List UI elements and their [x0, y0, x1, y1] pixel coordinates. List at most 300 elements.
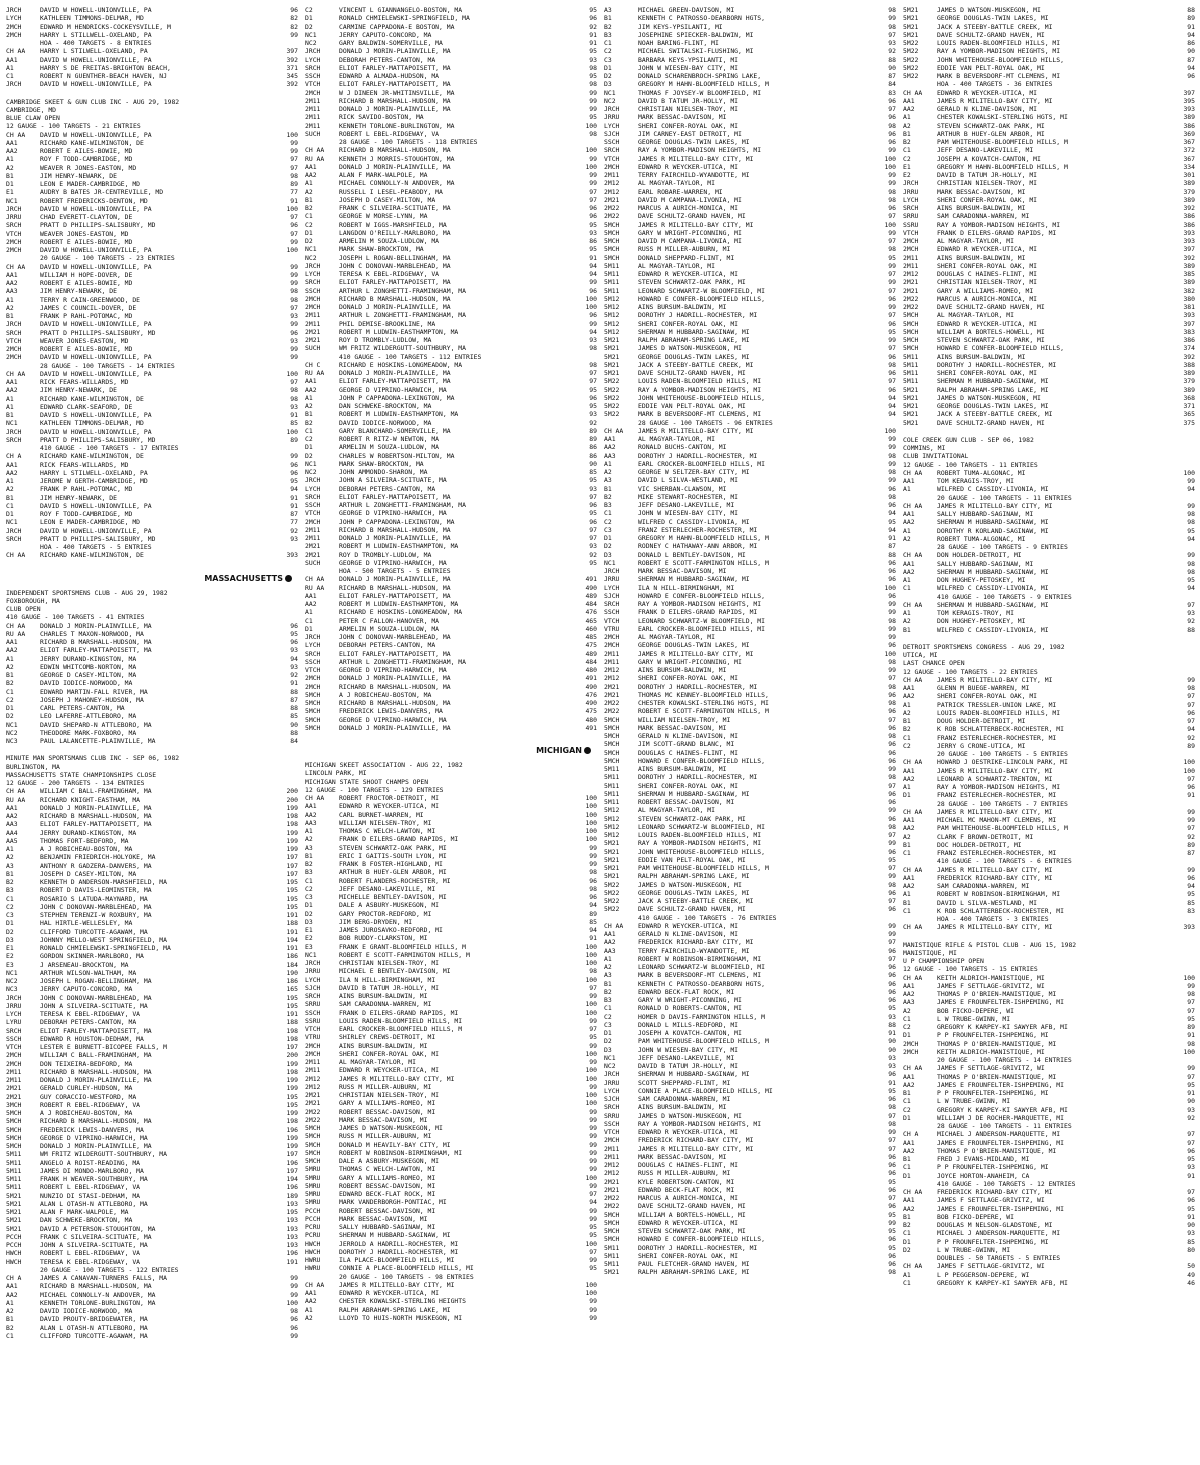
class-code: D2	[604, 72, 612, 80]
score: 93	[589, 55, 597, 64]
score: 77	[290, 518, 298, 527]
result-row	[604, 600, 896, 608]
result-row	[6, 671, 298, 679]
result-row	[903, 576, 1195, 584]
class-code: PCRU	[305, 1231, 321, 1240]
shooter-name: DAVID PROUTY-BRIDGEWATER, MA	[40, 1315, 148, 1324]
class-code: 5MCH	[604, 245, 620, 254]
class-code: CH AA	[903, 865, 923, 874]
score: 193	[286, 1216, 298, 1225]
score: 94	[589, 926, 597, 934]
shooter-name: CONNIE A PLACE-BLOOMFIELD HILLS, MI	[339, 1264, 474, 1273]
score: 490	[585, 682, 597, 691]
shooter-name: 410 GAUGE - 100 TARGETS - 12 ENTRIES	[937, 1179, 1076, 1188]
score: 91	[888, 534, 896, 542]
class-code: AA2	[305, 385, 317, 394]
shooter-name: HARRY L STILLWELL-OXELAND, PA	[40, 30, 152, 39]
score: 96	[888, 723, 896, 732]
result-row	[604, 229, 896, 237]
result-row	[305, 155, 597, 163]
shooter-name: DEBORAH PETERS-CANTON, MA	[339, 484, 436, 493]
result-row	[6, 1282, 298, 1290]
result-row	[604, 361, 896, 369]
result-row	[305, 336, 597, 344]
result-row	[604, 831, 896, 839]
class-code: AA1	[903, 96, 915, 105]
class-code: C1	[6, 72, 14, 80]
score: 97	[589, 492, 597, 501]
shooter-name: DAVE SCHULTZ-GRAND HAVEN, MI	[937, 303, 1045, 311]
shooter-name: THOMAS FORT-BEDFORD, MA	[40, 836, 129, 845]
result-row	[6, 14, 298, 22]
score: 89	[290, 180, 298, 188]
result-row	[305, 188, 597, 196]
class-code: 2M11	[305, 534, 321, 542]
score: 191	[286, 927, 298, 936]
shooter-name: AL MAGYAR-TAYLOR, MI	[638, 435, 715, 443]
score: 100	[585, 303, 597, 311]
result-row	[604, 757, 896, 765]
shooter-name: MARK BESSAC-DAVISON, MI	[937, 187, 1026, 196]
class-code: 2MCH	[604, 633, 620, 641]
class-code: 2M21	[305, 327, 321, 336]
shooter-name: EARL ROBARE-WARREN, MI	[638, 187, 723, 196]
score: 96	[589, 311, 597, 320]
shooter-name: GARY PROCTOR-REDFORD, MI	[339, 909, 432, 918]
score: 96	[888, 979, 896, 988]
result-row	[903, 419, 1195, 427]
score: 96	[290, 6, 298, 14]
result-row	[604, 1219, 896, 1227]
score: 99	[290, 279, 298, 287]
score: 199	[286, 1142, 298, 1150]
class-code: C3	[604, 1020, 612, 1029]
score: 88	[888, 55, 896, 64]
score: 91	[290, 679, 298, 688]
shooter-name: GREGORY M HAHN-BLOOMFIELD HILLS, M	[638, 80, 769, 89]
class-code: C1	[903, 146, 911, 155]
shooter-name: EDWARD BECK-FLAT ROCK, MI	[339, 1190, 436, 1198]
shooter-name: HOMER D DAVIS-FARMINGTON HILLS, M	[638, 1012, 765, 1021]
class-code: NC1	[305, 245, 317, 254]
shooter-name: BOB FICKO-DEPERE, WI	[937, 1006, 1014, 1015]
class-code: B1	[305, 410, 313, 419]
score: 190	[286, 968, 298, 977]
class-code: A2	[903, 121, 911, 130]
score: 99	[888, 1128, 896, 1136]
shooter-name: HAL HIRTLE-WELLESLEY, MA	[40, 919, 133, 928]
score: 94	[290, 654, 298, 663]
shooter-name: FREDERICK RICHARD-BAY CITY, MI	[937, 873, 1053, 882]
shooter-name: ROBERT FREDERICKS-DENTON, MD	[40, 196, 148, 205]
score: 93	[290, 336, 298, 345]
shooter-name: GARY W WRIGHT-PICONNING, MI	[638, 228, 742, 237]
class-code: D1	[305, 901, 313, 910]
score: 90	[1187, 47, 1195, 56]
score: 194	[286, 1175, 298, 1183]
class-code: C1	[305, 426, 313, 435]
shooter-name: ROBERT E SCOTT-FARMINGTON HILLS, M	[339, 950, 470, 959]
score: 97	[888, 1144, 896, 1153]
class-code: CH AA	[903, 675, 923, 684]
result-row	[305, 254, 597, 262]
result-row	[604, 303, 896, 311]
event-info: COMMINS, MI	[903, 444, 946, 452]
score: 197	[286, 861, 298, 870]
result-row	[6, 655, 298, 663]
result-row	[604, 782, 896, 790]
score: 96	[888, 591, 896, 600]
score: 199	[286, 1059, 298, 1068]
score: 98	[589, 63, 597, 72]
result-row	[903, 1163, 1195, 1171]
shooter-name: PAUL LALANCETTE-PLAINVILLE, MA	[40, 737, 156, 745]
class-code: VTCH	[604, 1128, 620, 1136]
score: 93	[290, 662, 298, 671]
result-row	[305, 6, 597, 14]
shooter-name: GARY A WILLIAMS-ROMEO, MI	[339, 1099, 436, 1108]
event-info: 12 GAUGE - 100 TARGETS - 15 ENTRIES	[903, 965, 1038, 974]
shooter-name: LESTER E BURNETT-BICOPEE FALLS, M	[40, 1043, 167, 1051]
class-code: AA2	[6, 147, 18, 155]
result-row	[305, 835, 597, 843]
result-row	[6, 812, 298, 820]
shooter-name: JEROME W GERTH-CAMBRIDGE, MD	[40, 477, 148, 485]
shooter-name: RUSSELL I LESEL-PEABODY, MA	[339, 187, 443, 196]
class-code: 5M11	[604, 286, 620, 295]
score: 85	[290, 712, 298, 721]
shooter-name: AINS BURSUM-BALDWIN, MI	[339, 1041, 428, 1050]
class-code: NC2	[305, 468, 317, 476]
class-code: CH A	[6, 1274, 22, 1282]
shooter-name: ROBERT M LUDWIN-EASTHAMPTON, MA	[339, 600, 459, 608]
score: 99	[589, 1041, 597, 1050]
result-row	[604, 221, 896, 229]
score: 95	[589, 1264, 597, 1273]
shooter-name: ELIOT FARLEY-MATTAPOISETT, MA	[40, 1026, 152, 1035]
class-code: SJCH	[604, 129, 620, 138]
class-code: 5M21	[604, 855, 620, 864]
score: 95	[888, 327, 896, 336]
shooter-name: JOHN W WIESEN-BAY CITY, MI	[638, 509, 739, 518]
shooter-name: CHRISTIAN NIELSEN-TROY, MI	[937, 278, 1038, 287]
class-code: 2M22	[903, 303, 919, 311]
class-code: NC1	[604, 558, 616, 567]
score: 100	[585, 146, 597, 155]
results-section	[305, 6, 597, 732]
result-row	[305, 1165, 597, 1173]
result-row	[305, 1256, 597, 1264]
shooter-name: GERALD CURLEY-HUDSON, MA	[40, 1084, 133, 1093]
result-row	[604, 237, 896, 245]
shooter-name: JERRY DURAND-KINGSTON, MA	[40, 828, 137, 837]
class-code: 5M22	[604, 385, 620, 394]
class-code: 5M11	[604, 1243, 620, 1252]
shooter-name: WEAVER JONES-EASTON, MD	[40, 229, 129, 238]
result-row	[6, 246, 298, 254]
score: 95	[1187, 576, 1195, 584]
result-row	[305, 802, 597, 810]
shooter-name: A J ROBICHEAU-BOSTON, MA	[40, 1109, 133, 1117]
score: 199	[286, 803, 298, 812]
class-code: CH AA	[903, 1262, 923, 1271]
result-row	[903, 361, 1195, 369]
result-row	[903, 130, 1195, 138]
class-code: SRCH	[604, 1103, 620, 1112]
score: 84	[888, 80, 896, 89]
shooter-name: LEO LAFERRE-ATTLEBORO, MA	[40, 712, 137, 721]
class-code: VTCH	[903, 228, 919, 237]
score: 97	[1187, 700, 1195, 709]
score: 94	[1187, 584, 1195, 593]
score: 186	[286, 952, 298, 961]
result-row	[604, 270, 896, 278]
shooter-name: ARTHUR L ZONGHETTI-FRAMINGHAM, MA	[339, 657, 466, 666]
result-row	[903, 725, 1195, 733]
result-row	[903, 1073, 1195, 1081]
class-code: CH AA	[903, 600, 923, 609]
result-row	[604, 922, 896, 930]
result-row	[6, 729, 298, 737]
class-code: C2	[305, 884, 313, 893]
class-code: CH AA	[903, 468, 923, 477]
state-heading	[305, 741, 597, 761]
class-code: D3	[6, 935, 14, 944]
result-row	[6, 696, 298, 704]
shooter-name: GREGORY K KARPEY-KI SAWYER AFB, MI	[937, 1105, 1068, 1114]
class-code: B1	[903, 1155, 911, 1163]
shooter-name: WM FRITZ WILDERGUTT-SOUTHBURY, MA	[40, 1150, 167, 1159]
class-code: A1	[604, 459, 612, 468]
result-row	[305, 584, 597, 592]
class-code: SRCH	[305, 63, 321, 72]
class-code: D1	[903, 1171, 911, 1180]
score: 197	[286, 1166, 298, 1175]
result-row	[305, 295, 597, 303]
event-info: UTICA, MI	[903, 651, 938, 659]
shooter-name: LANGDON O'REILLY-MARLBORO, MA	[339, 228, 451, 237]
class-code: C3	[305, 893, 313, 901]
score: 91	[290, 411, 298, 419]
score: 90	[888, 1037, 896, 1046]
class-code: JRCH	[6, 80, 22, 89]
result-row	[6, 638, 298, 646]
result-row	[305, 229, 597, 237]
result-row	[6, 862, 298, 870]
class-code: 2M12	[604, 1161, 620, 1169]
class-code: 5M22	[604, 897, 620, 905]
class-code: JRCH	[604, 567, 620, 575]
shooter-name: RALPH ABRAHAM-SPRING LAKE, MI	[638, 336, 750, 344]
score: 86	[589, 237, 597, 245]
score: 99	[290, 452, 298, 461]
score: 98	[589, 868, 597, 877]
result-row	[604, 1136, 896, 1144]
shooter-name: DAVID W HOWELL-UNIONVILLE, PA	[40, 204, 152, 213]
result-row	[604, 1103, 896, 1111]
result-row	[604, 765, 896, 773]
result-row	[305, 716, 597, 724]
score: 96	[589, 204, 597, 212]
shooter-name: FRANK B FOSTER-HIGHLAND, MI	[339, 860, 443, 868]
result-row	[6, 994, 298, 1002]
result-row	[6, 646, 298, 654]
shooter-name: JAMES R MILITELLO-BAY CITY, MI	[937, 675, 1053, 684]
score: 89	[589, 909, 597, 918]
class-code: JRCH	[6, 204, 22, 213]
class-code: B1	[6, 671, 14, 679]
class-code: 2MCH	[305, 88, 321, 97]
shooter-name: DONALD J MORIN-PLAINVILLE, MA	[40, 803, 152, 812]
result-row	[903, 1130, 1195, 1138]
score: 197	[286, 853, 298, 862]
score: 98	[589, 344, 597, 353]
shooter-name: JACK A STEEBY-BATTLE CREEK, MI	[638, 897, 754, 905]
class-code: 5MCH	[903, 319, 919, 328]
shooter-name: LEONARD SCHWARTZ-W BLOOMFIELD, MI	[638, 616, 765, 625]
result-row	[6, 936, 298, 944]
class-code: A1	[903, 485, 911, 494]
class-code: AA3	[305, 818, 317, 827]
result-row	[6, 1109, 298, 1117]
class-code: AA2	[903, 692, 915, 701]
score: 95	[589, 1033, 597, 1042]
shooter-name: FREDERICK LEWIS-DANVERS, MA	[40, 1125, 144, 1134]
shooter-name: JOHN A SILVEIRA-SCITUATE, MA	[40, 1241, 148, 1249]
shooter-name: SHERMAN M HUBBARD-SAGINAW, MI	[638, 327, 750, 336]
score: 88	[888, 550, 896, 559]
club-name: CAMBRIDGE SKEET & GUN CLUB INC - AUG 29, 1982	[6, 97, 180, 106]
result-row	[305, 592, 597, 600]
shooter-name: PATRICK TRESSLER-UNION LAKE, MI	[937, 700, 1057, 709]
class-code: JRCH	[6, 320, 22, 329]
score: 95	[589, 72, 597, 80]
class-code: 2M12	[903, 270, 919, 278]
shooter-name: DAVE SCHULTZ-GRAND HAVEN, MI	[638, 369, 746, 377]
class-code: 2M11	[6, 1067, 22, 1076]
score: 99	[888, 146, 896, 155]
result-row	[6, 1233, 298, 1241]
result-row	[305, 443, 597, 451]
shooter-name: JOSEPH D CASEY-MILTON, MA	[339, 195, 436, 204]
score: 88	[290, 704, 298, 712]
shooter-name: JAMES R MILITELLO-BAY CITY, MI	[339, 1074, 455, 1083]
shooter-name: DONALD SCHARENBROCH-SPRING LAKE,	[638, 72, 762, 80]
result-row	[604, 31, 896, 39]
result-row	[6, 485, 298, 493]
class-code: A2	[604, 963, 612, 971]
result-row	[6, 56, 298, 64]
class-code: AA2	[6, 279, 18, 287]
result-row	[903, 775, 1195, 783]
class-code: 5MCH	[604, 1235, 620, 1244]
shooter-name: WILLIAM C BALL-FRAMINGHAM, MA	[40, 1051, 152, 1060]
result-row	[6, 837, 298, 845]
class-code: 5MCH	[604, 220, 620, 229]
class-code: D2	[305, 237, 313, 245]
shooter-name: DONALD J MORIN-PLAINVILLE, MA	[339, 674, 451, 683]
score: 196	[286, 1158, 298, 1167]
score: 96	[888, 204, 896, 212]
result-row	[604, 196, 896, 204]
score: 95	[1187, 1155, 1195, 1163]
score: 99	[589, 1016, 597, 1025]
event-info: MICHIGAN STATE SHOOT CHAMPS OPEN	[305, 777, 429, 786]
class-code: 2M11	[305, 525, 321, 534]
class-code: 2M21	[6, 1084, 22, 1093]
score: 476	[585, 608, 597, 617]
shooter-name: CHESTER KOWALSKI-STERLING HEIGHTS	[339, 1297, 466, 1306]
result-row	[6, 386, 298, 394]
result-row	[903, 1139, 1195, 1147]
class-code: 5MCH	[305, 699, 321, 707]
result-row	[305, 460, 597, 468]
class-code: 2M11	[604, 657, 620, 666]
score: 91	[888, 1029, 896, 1037]
shooter-name: JOHN C DONOVAN-MARBLEHEAD, MA	[40, 902, 152, 911]
shooter-name: HOWARD J OESTRIKE-LINCOLN PARK, MI	[937, 758, 1068, 767]
club-name: INDEPENDENT SPORTSMENS CLUB - AUG 29, 1982	[6, 588, 168, 597]
class-code: 2M22	[604, 699, 620, 707]
class-code: AA2	[604, 443, 616, 452]
shooter-name: LEONARD A SCHWARTZ-TRENTON, MI	[937, 774, 1053, 783]
event-subheading	[6, 362, 298, 370]
result-row	[305, 1264, 597, 1272]
score: 100	[585, 1239, 597, 1248]
class-code: 5MCH	[305, 723, 321, 732]
score: 95	[589, 476, 597, 485]
result-row	[604, 938, 896, 946]
shooter-name: HOA - 400 TARGETS - 3 ENTRIES	[937, 915, 1049, 923]
result-row	[305, 674, 597, 682]
result-row	[604, 1046, 896, 1054]
class-code: 5M12	[604, 327, 620, 336]
score: 96	[888, 641, 896, 650]
event-subheading	[6, 444, 298, 452]
shooter-name: 20 GAUGE - 100 TARGETS - 11 ENTRIES	[937, 493, 1072, 502]
result-row	[305, 476, 597, 484]
result-row	[6, 221, 298, 229]
shooter-name: 20 GAUGE - 100 TARGETS - 122 ENTRIES	[40, 1265, 179, 1274]
score: 99	[290, 262, 298, 271]
score: 100	[286, 427, 298, 436]
class-code: D1	[305, 443, 313, 452]
class-code: B2	[305, 418, 313, 427]
result-row	[604, 732, 896, 740]
class-code: D3	[604, 550, 612, 559]
result-row	[305, 1075, 597, 1083]
shooter-name: DAVID W HOWELL-UNIONVILLE, PA	[40, 80, 152, 89]
event-info: 12 GAUGE - 100 TARGETS - 22 ENTRIES	[903, 667, 1038, 676]
result-row	[305, 394, 597, 402]
shooter-name: MICHAEL J ANDERSON-MARQUETTE, MI	[937, 1229, 1061, 1238]
shooter-name: ROBERT L EBEL-RIDGEWAY, VA	[40, 1249, 141, 1258]
score: 392	[1183, 204, 1195, 212]
result-row	[604, 402, 896, 410]
score: 95	[589, 402, 597, 410]
shooter-name: RAY A YOMBOR-MADISON HEIGHTS, MI	[638, 839, 762, 848]
score: 480	[585, 666, 597, 674]
score: 96	[589, 393, 597, 402]
score: 100	[1183, 468, 1195, 477]
score: 100	[884, 426, 896, 435]
shooter-name: RICHARD B MARSHALL-HUDSON, MA	[339, 682, 451, 691]
score: 94	[888, 509, 896, 518]
section-gap	[6, 560, 298, 569]
result-row	[604, 1112, 896, 1120]
score: 99	[888, 336, 896, 344]
score: 96	[888, 987, 896, 996]
